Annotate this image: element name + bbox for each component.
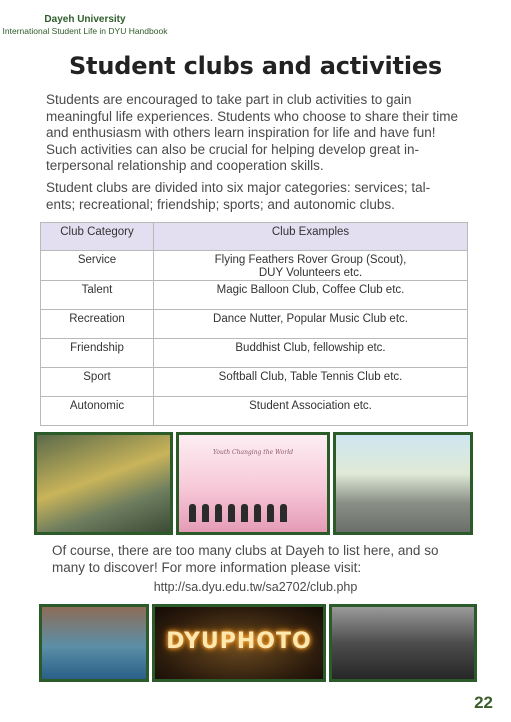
- table-row: [41, 368, 468, 397]
- page-title: Student clubs and activities: [68, 52, 443, 80]
- table-cell-examples: Magic Balloon Club, Coffee Club etc.: [154, 281, 468, 310]
- handbook-name: International Student Life in DYU Handbook: [2, 26, 168, 36]
- table-row: [41, 339, 468, 368]
- table-cell-category: Sport: [41, 368, 154, 397]
- club-photo-students-crafting: [34, 432, 173, 535]
- page-number: 22: [474, 693, 493, 712]
- table-cell-examples: Buddhist Club, fellowship etc.: [154, 339, 468, 368]
- table-row: [41, 281, 468, 310]
- table-row: [41, 251, 468, 281]
- table-header-category: Club Category: [41, 223, 154, 251]
- club-photo-motorcycle-group: [333, 432, 473, 535]
- categories-paragraph: Student clubs are divided into six major categories: services; tal-ents; recreational; friendship; sports; and autonomic clubs.: [46, 180, 431, 212]
- examples-line: DUY Volunteers etc.: [258, 267, 363, 279]
- more-info-text: Of course, there are too many clubs at Dayeh to list here, and so many to discover! For more information please visit:: [52, 543, 439, 575]
- photo-caption: Youth Changing the World: [212, 449, 294, 456]
- clubs-table: [40, 222, 468, 426]
- table-header-row: [41, 223, 468, 251]
- table-cell-examples: [154, 251, 468, 281]
- club-photo-dance-group: [329, 604, 477, 682]
- table-header-examples: Club Examples: [154, 223, 468, 251]
- table-cell-examples: Student Association etc.: [154, 397, 468, 426]
- table-cell-category: Autonomic: [41, 397, 154, 426]
- running-header: [0, 14, 170, 37]
- table-row: [41, 397, 468, 426]
- club-photo-light-painting: [152, 604, 326, 682]
- club-photo-youth-dance: [176, 432, 330, 535]
- light-painting-text: DYUPHOTO: [166, 629, 312, 654]
- club-info-link[interactable]: http://sa.dyu.edu.tw/sa2702/club.php: [153, 580, 358, 594]
- table-row: [41, 310, 468, 339]
- club-photo-billiards: [39, 604, 149, 682]
- table-cell-category: Recreation: [41, 310, 154, 339]
- table-cell-examples: Dance Nutter, Popular Music Club etc.: [154, 310, 468, 339]
- table-cell-category: Service: [41, 251, 154, 281]
- examples-line: Flying Feathers Rover Group (Scout),: [214, 254, 407, 266]
- table-cell-category: Talent: [41, 281, 154, 310]
- intro-paragraph: Students are encouraged to take part in club activities to gain meaningful life experiences. Students who choose to share their time and enthusiasm with others learn inspiration for life and have fun! Such activities can also be crucial for helping develop great in-terpersonal relationship and cooperation skills.: [46, 92, 458, 173]
- dancer-silhouettes: [189, 504, 287, 522]
- university-name: Dayeh University: [44, 14, 126, 25]
- table-cell-category: Friendship: [41, 339, 154, 368]
- table-cell-examples: Softball Club, Table Tennis Club etc.: [154, 368, 468, 397]
